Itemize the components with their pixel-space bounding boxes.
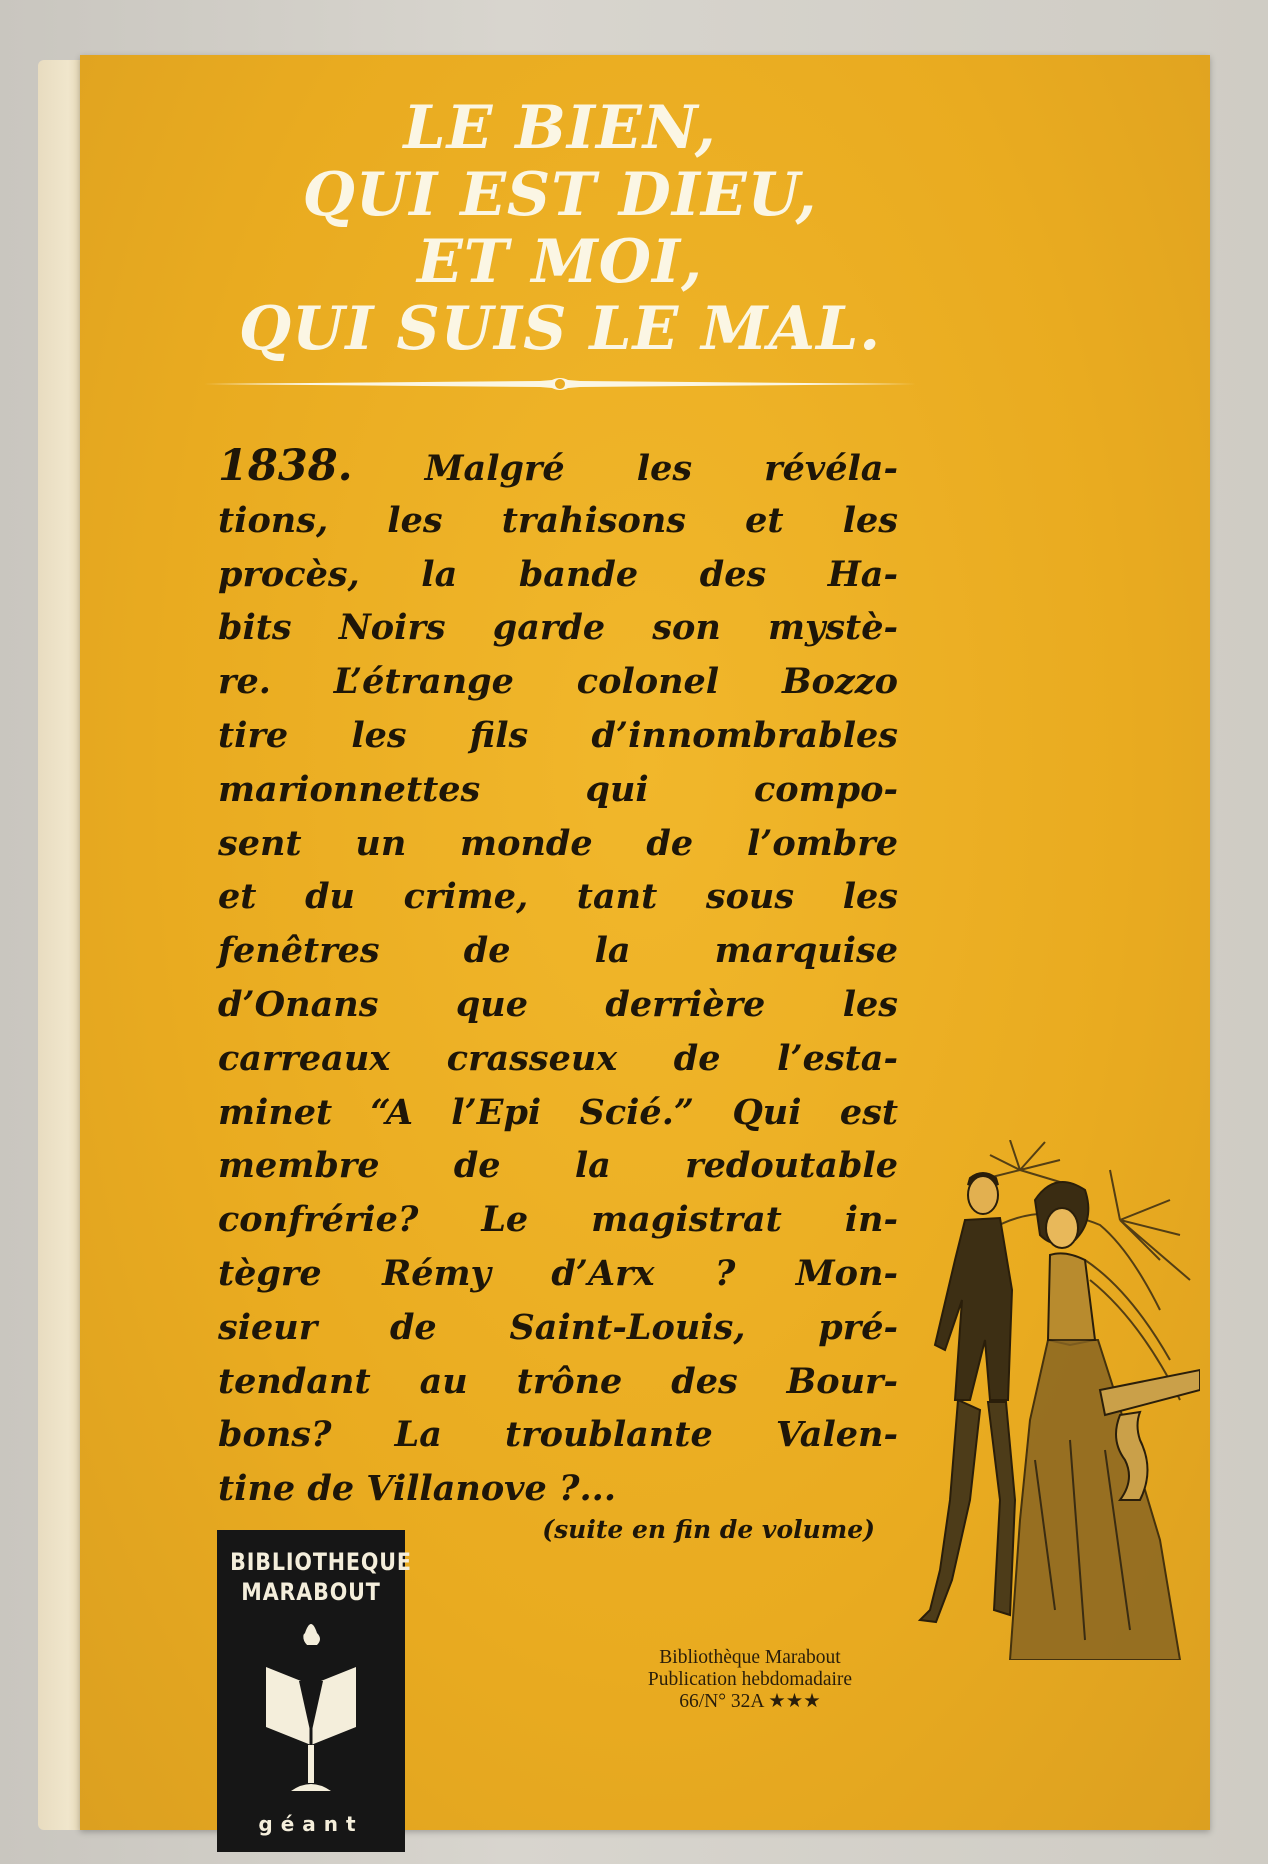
- logo-line1: BIBLIOTHEQUE: [230, 1548, 412, 1576]
- couple-illustration: [870, 1140, 1200, 1660]
- blurb-line: et du crime, tant sous les: [218, 876, 898, 918]
- blurb-line: bits Noirs garde son mystè-: [218, 607, 898, 649]
- blurb-text: [218, 440, 898, 1516]
- blurb-line: confrérie? Le magistrat in-: [218, 1199, 898, 1241]
- blurb-line: sieur de Saint-Louis, pré-: [218, 1306, 898, 1348]
- marabout-logo: [217, 1530, 412, 1852]
- continuation-note: (suite en fin de volume): [542, 1515, 875, 1544]
- logo-line2: MARABOUT: [241, 1578, 381, 1606]
- blurb-line: tendant au trône des Bour-: [218, 1360, 898, 1402]
- blurb-line: fenêtres de la marquise: [218, 930, 898, 972]
- blurb-line: tègre Rémy d’Arx ? Mon-: [218, 1252, 898, 1294]
- publication-line: Publication hebdomadaire: [647, 1669, 853, 1690]
- headline-line: QUI EST DIEU,: [302, 160, 818, 230]
- logo-footer: géant: [258, 1812, 364, 1836]
- headline-line: QUI SUIS LE MAL.: [238, 294, 882, 364]
- blurb-line: d’Onans que derrière les: [218, 983, 898, 1025]
- publication-info: [585, 1647, 915, 1713]
- blurb-line: tire les fils d’innombrables: [218, 714, 898, 756]
- blurb-line: marionnettes qui compo-: [218, 768, 898, 810]
- blurb-year: 1838.: [218, 441, 353, 491]
- headline-line: ET MOI,: [417, 227, 703, 297]
- blurb-line: carreaux crasseux de l’esta-: [218, 1037, 898, 1079]
- publication-line: Bibliothèque Marabout: [659, 1647, 841, 1668]
- blurb-line: 1838. Malgré les révéla-: [218, 441, 898, 491]
- blurb-line: procès, la bande des Ha-: [218, 553, 898, 595]
- cover-headline: [200, 95, 920, 363]
- blurb-line: bons? La troublante Valen-: [218, 1414, 898, 1456]
- blurb-line: tine de Villanove ?...: [218, 1468, 617, 1510]
- blurb-line: tions, les trahisons et les: [218, 499, 898, 541]
- blurb-line: minet “A l’Epi Scié.” Qui est: [218, 1091, 898, 1133]
- blurb-line: membre de la redoutable: [218, 1145, 898, 1187]
- blurb-line: re. L’étrange colonel Bozzo: [218, 661, 898, 703]
- blurb-line: sent un monde de l’ombre: [218, 822, 898, 864]
- publication-line: 66/N° 32A ★★★: [679, 1691, 821, 1712]
- headline-line: LE BIEN,: [403, 93, 717, 163]
- divider-ornament: [200, 372, 920, 396]
- goblet-book-icon: [261, 1615, 361, 1800]
